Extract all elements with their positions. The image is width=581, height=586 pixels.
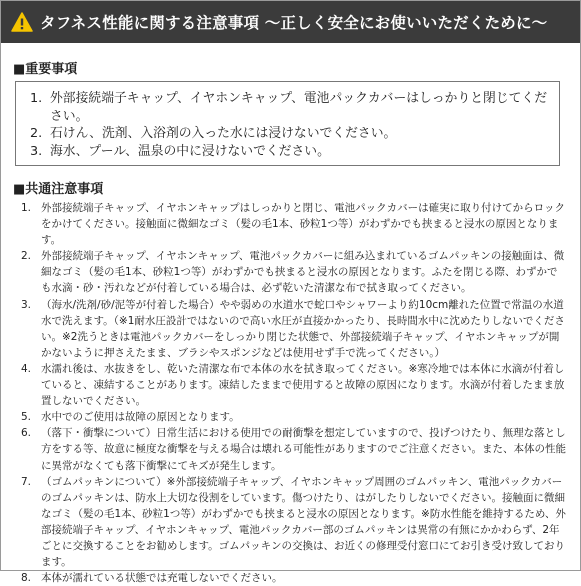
item-number: 1. xyxy=(30,91,43,106)
important-section-title: ■重要事項 xyxy=(13,62,78,77)
item-text: 海水、プール、温泉の中に浸けないでください。 xyxy=(50,143,330,159)
item-text: 外部接続端子キャップ、イヤホンキャップ、電池パックカバーはしっかりと閉じてください。 xyxy=(50,91,548,124)
list-item xyxy=(21,248,566,296)
item-number: 3. xyxy=(21,298,32,311)
list-item xyxy=(21,425,566,473)
item-text: （海水/洗剤/砂/泥等が付着した場合）やや弱めの水道水で蛇口やシャワーより約10cm離れた位置で常温の水道水で洗えます。（※1耐水圧設計ではないので高い水圧が直接かかったり、長時間水中に沈めたりしないでください。※2洗うときは電池パックカバーをしっかり閉じた状態で、外部接続端子キャップ、イヤホンキャップが開かないように押さえたまま、ブラシやスポンジなどは使用せず手で洗ってください。） xyxy=(41,298,565,359)
item-number: 6. xyxy=(21,427,32,440)
item-number: 8. xyxy=(21,572,32,585)
item-text: （落下・衝撃について）日常生活における使用での耐衝撃を想定していますので、投げつけたり、無理な落とし方をする等、故意に極度な衝撃を与える場合は壊れる可能性がありますのでご注意ください。また、本体の性能に異常がなくても落下衝撃にてキズが発生します。 xyxy=(41,427,566,472)
item-number: 4. xyxy=(21,362,32,375)
item-text: 水濡れ後は、水抜きをし、乾いた清潔な布で本体の水を拭き取ってください。※寒冷地では本体に水滴が付着していると、凍結することがあります。凍結したままで使用すると故障の原因になります。水滴が付着したまま放置しないでください。 xyxy=(41,362,565,408)
list-item xyxy=(21,570,566,586)
item-number: 7. xyxy=(21,475,32,488)
list-item xyxy=(30,143,551,161)
list-item xyxy=(21,200,566,248)
list-item xyxy=(21,409,566,425)
list-item xyxy=(30,90,551,125)
item-number: 2. xyxy=(21,250,32,263)
item-number: 3. xyxy=(30,143,43,159)
list-item xyxy=(21,297,566,361)
list-item xyxy=(21,361,566,409)
common-list xyxy=(21,200,566,586)
item-number: 5. xyxy=(21,411,32,424)
item-number: 2. xyxy=(30,126,43,141)
item-text: 外部接続端子キャップ、イヤホンキャップ、電池パックカバーに組み込まれているゴムパッキンの接触面は、微細なゴミ（髪の毛1本、砂粒1つ等）がわずかでも挟まると浸水の原因となります。ふたを閉じる際、わずかでも水滴・砂・汚れなどが付着している場合は、必ず乾いた清潔な布で拭き取ってください。 xyxy=(41,250,565,295)
item-text: 外部接続端子キャップ、イヤホンキャップはしっかりと閉じ、電池パックカバーは確実に取り付けてからロックをかけてください。接触面に微細なゴミ（髪の毛1本、砂粒1つ等）がわずかでも挟まると浸水の原因となります。 xyxy=(41,202,565,247)
item-number: 1. xyxy=(21,202,32,214)
header-bar xyxy=(1,1,580,43)
list-item xyxy=(30,125,551,143)
item-text: 本体が濡れている状態では充電しないでください。 xyxy=(41,572,283,585)
item-text: 石けん、洗剤、入浴剤の入った水には浸けないでください。 xyxy=(50,126,397,141)
item-text: （ゴムパッキンについて）※外部接続端子キャップ、イヤホンキャップ周囲のゴムパッキン、電池パックカバーのゴムパッキンは、防水上大切な役割をしています。傷つけたり、はがしたりしないでください。接触面に微細なゴミ（髪の毛1本、砂粒1つ等）がわずかでも挟まると浸水の原因となります。※防水性能を維持するため、外部接続端子キャップ、イヤホンキャップ、電池パックカバー部のゴムパッキンは異常の有無にかかわらず、2年ごとに交換することをお勧めします。ゴムパッキンの交換は、お近くの修理受付窓口にてお引き受け致しております。 xyxy=(41,475,566,569)
important-list xyxy=(16,82,559,160)
important-box xyxy=(15,81,560,166)
common-section-title: ■共通注意事項 xyxy=(13,182,104,197)
page-title: タフネス性能に関する注意事項 ～正しく安全にお使いいただくために～ xyxy=(40,14,548,32)
item-text: 水中でのご使用は故障の原因となります。 xyxy=(41,411,240,424)
list-item xyxy=(21,474,566,571)
warning-triangle-icon xyxy=(11,12,33,32)
